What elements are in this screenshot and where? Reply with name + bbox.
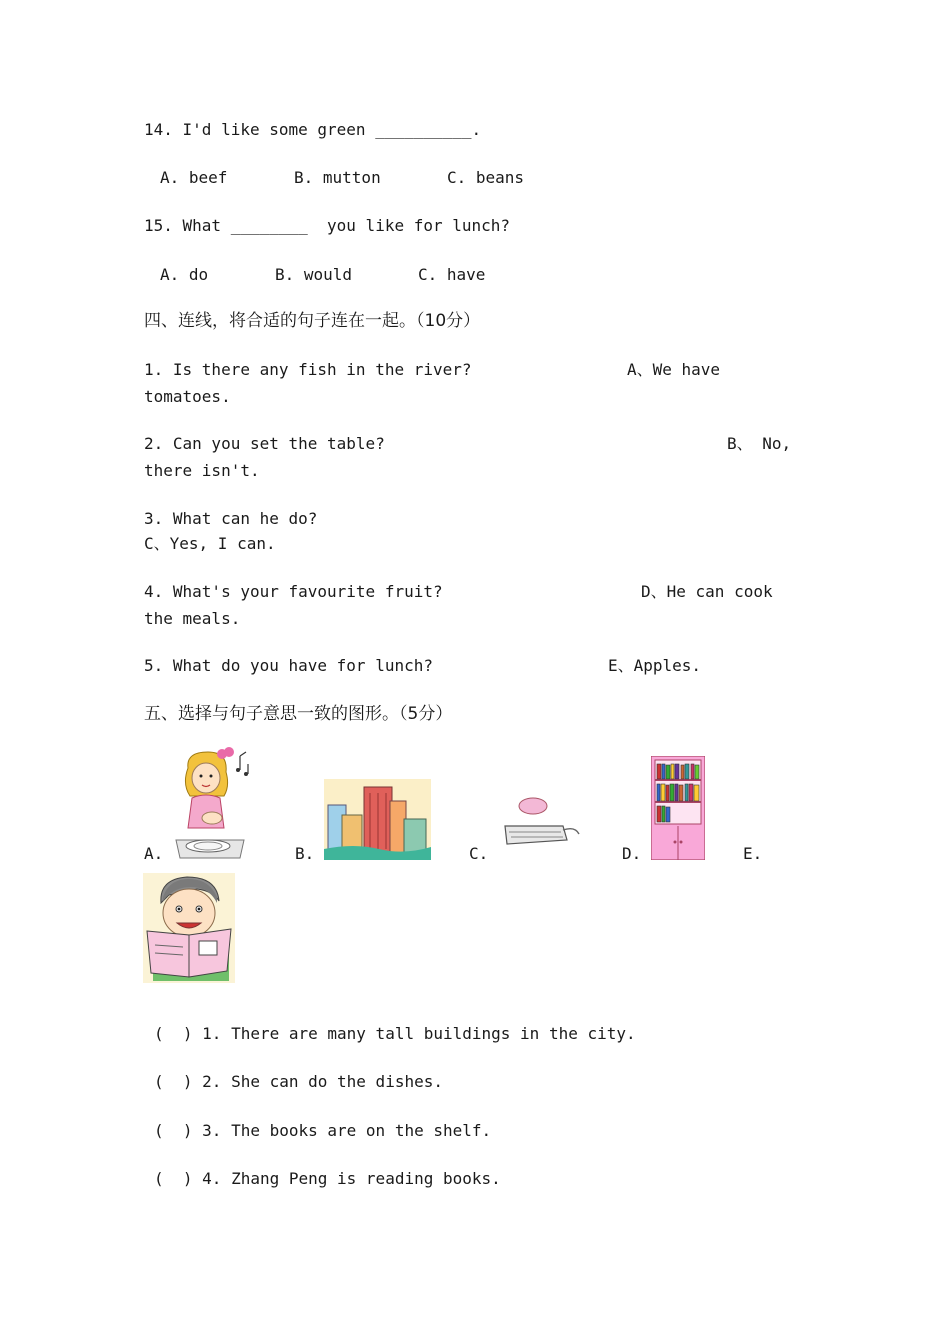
picture-item-1: ( ) 1. There are many tall buildings in the city. [154,1024,636,1043]
picture-label-b: B. [295,844,315,863]
picture-label-e: E. [743,844,763,863]
match-wrap-4: the meals. [144,609,241,628]
section-5-heading: 五、选择与句子意思一致的图形。（5分） [144,704,453,724]
match-wrap-2: there isn't. [144,461,260,480]
q14-option-c: C. beans [447,168,525,187]
question-14-stem: 14. I'd like some green __________. [144,120,482,139]
match-left-2: 2. Can you set the table? [144,434,385,453]
match-left-1: 1. Is there any fish in the river? [144,360,472,379]
q15-option-c: C. have [418,265,486,284]
q15-option-b: B. would [275,265,353,284]
picture-item-4: ( ) 4. Zhang Peng is reading books. [154,1169,501,1188]
match-right-d: D、He can cook [641,582,773,601]
section-4-heading: 四、连线，将合适的句子连在一起。（10分） [144,311,481,331]
picture-girl-doing-dishes [168,746,258,860]
picture-label-a: A. [144,844,164,863]
picture-item-2: ( ) 2. She can do the dishes. [154,1072,443,1091]
match-right-a: A、We have [627,360,721,379]
question-15-stem: 15. What ________ you like for lunch? [144,216,511,235]
match-left-5: 5. What do you have for lunch? [144,656,433,675]
match-right-c: C、Yes, I can. [144,534,276,553]
picture-item-3: ( ) 3. The books are on the shelf. [154,1121,492,1140]
q14-option-a: A. beef [160,168,228,187]
match-right-b: B、 No, [727,434,792,453]
match-wrap-1: tomatoes. [144,387,231,406]
picture-label-c: C. [469,844,489,863]
q14-option-b: B. mutton [294,168,381,187]
q15-option-a: A. do [160,265,209,284]
picture-label-d: D. [622,844,642,863]
picture-bookshelf [651,756,705,860]
match-left-4: 4. What's your favourite fruit? [144,582,443,601]
picture-boy-reading [143,873,235,983]
match-left-3: 3. What can he do? [144,509,318,528]
match-right-e: E、Apples. [608,656,702,675]
picture-soap-dish [497,792,583,854]
picture-city-buildings [324,779,431,860]
